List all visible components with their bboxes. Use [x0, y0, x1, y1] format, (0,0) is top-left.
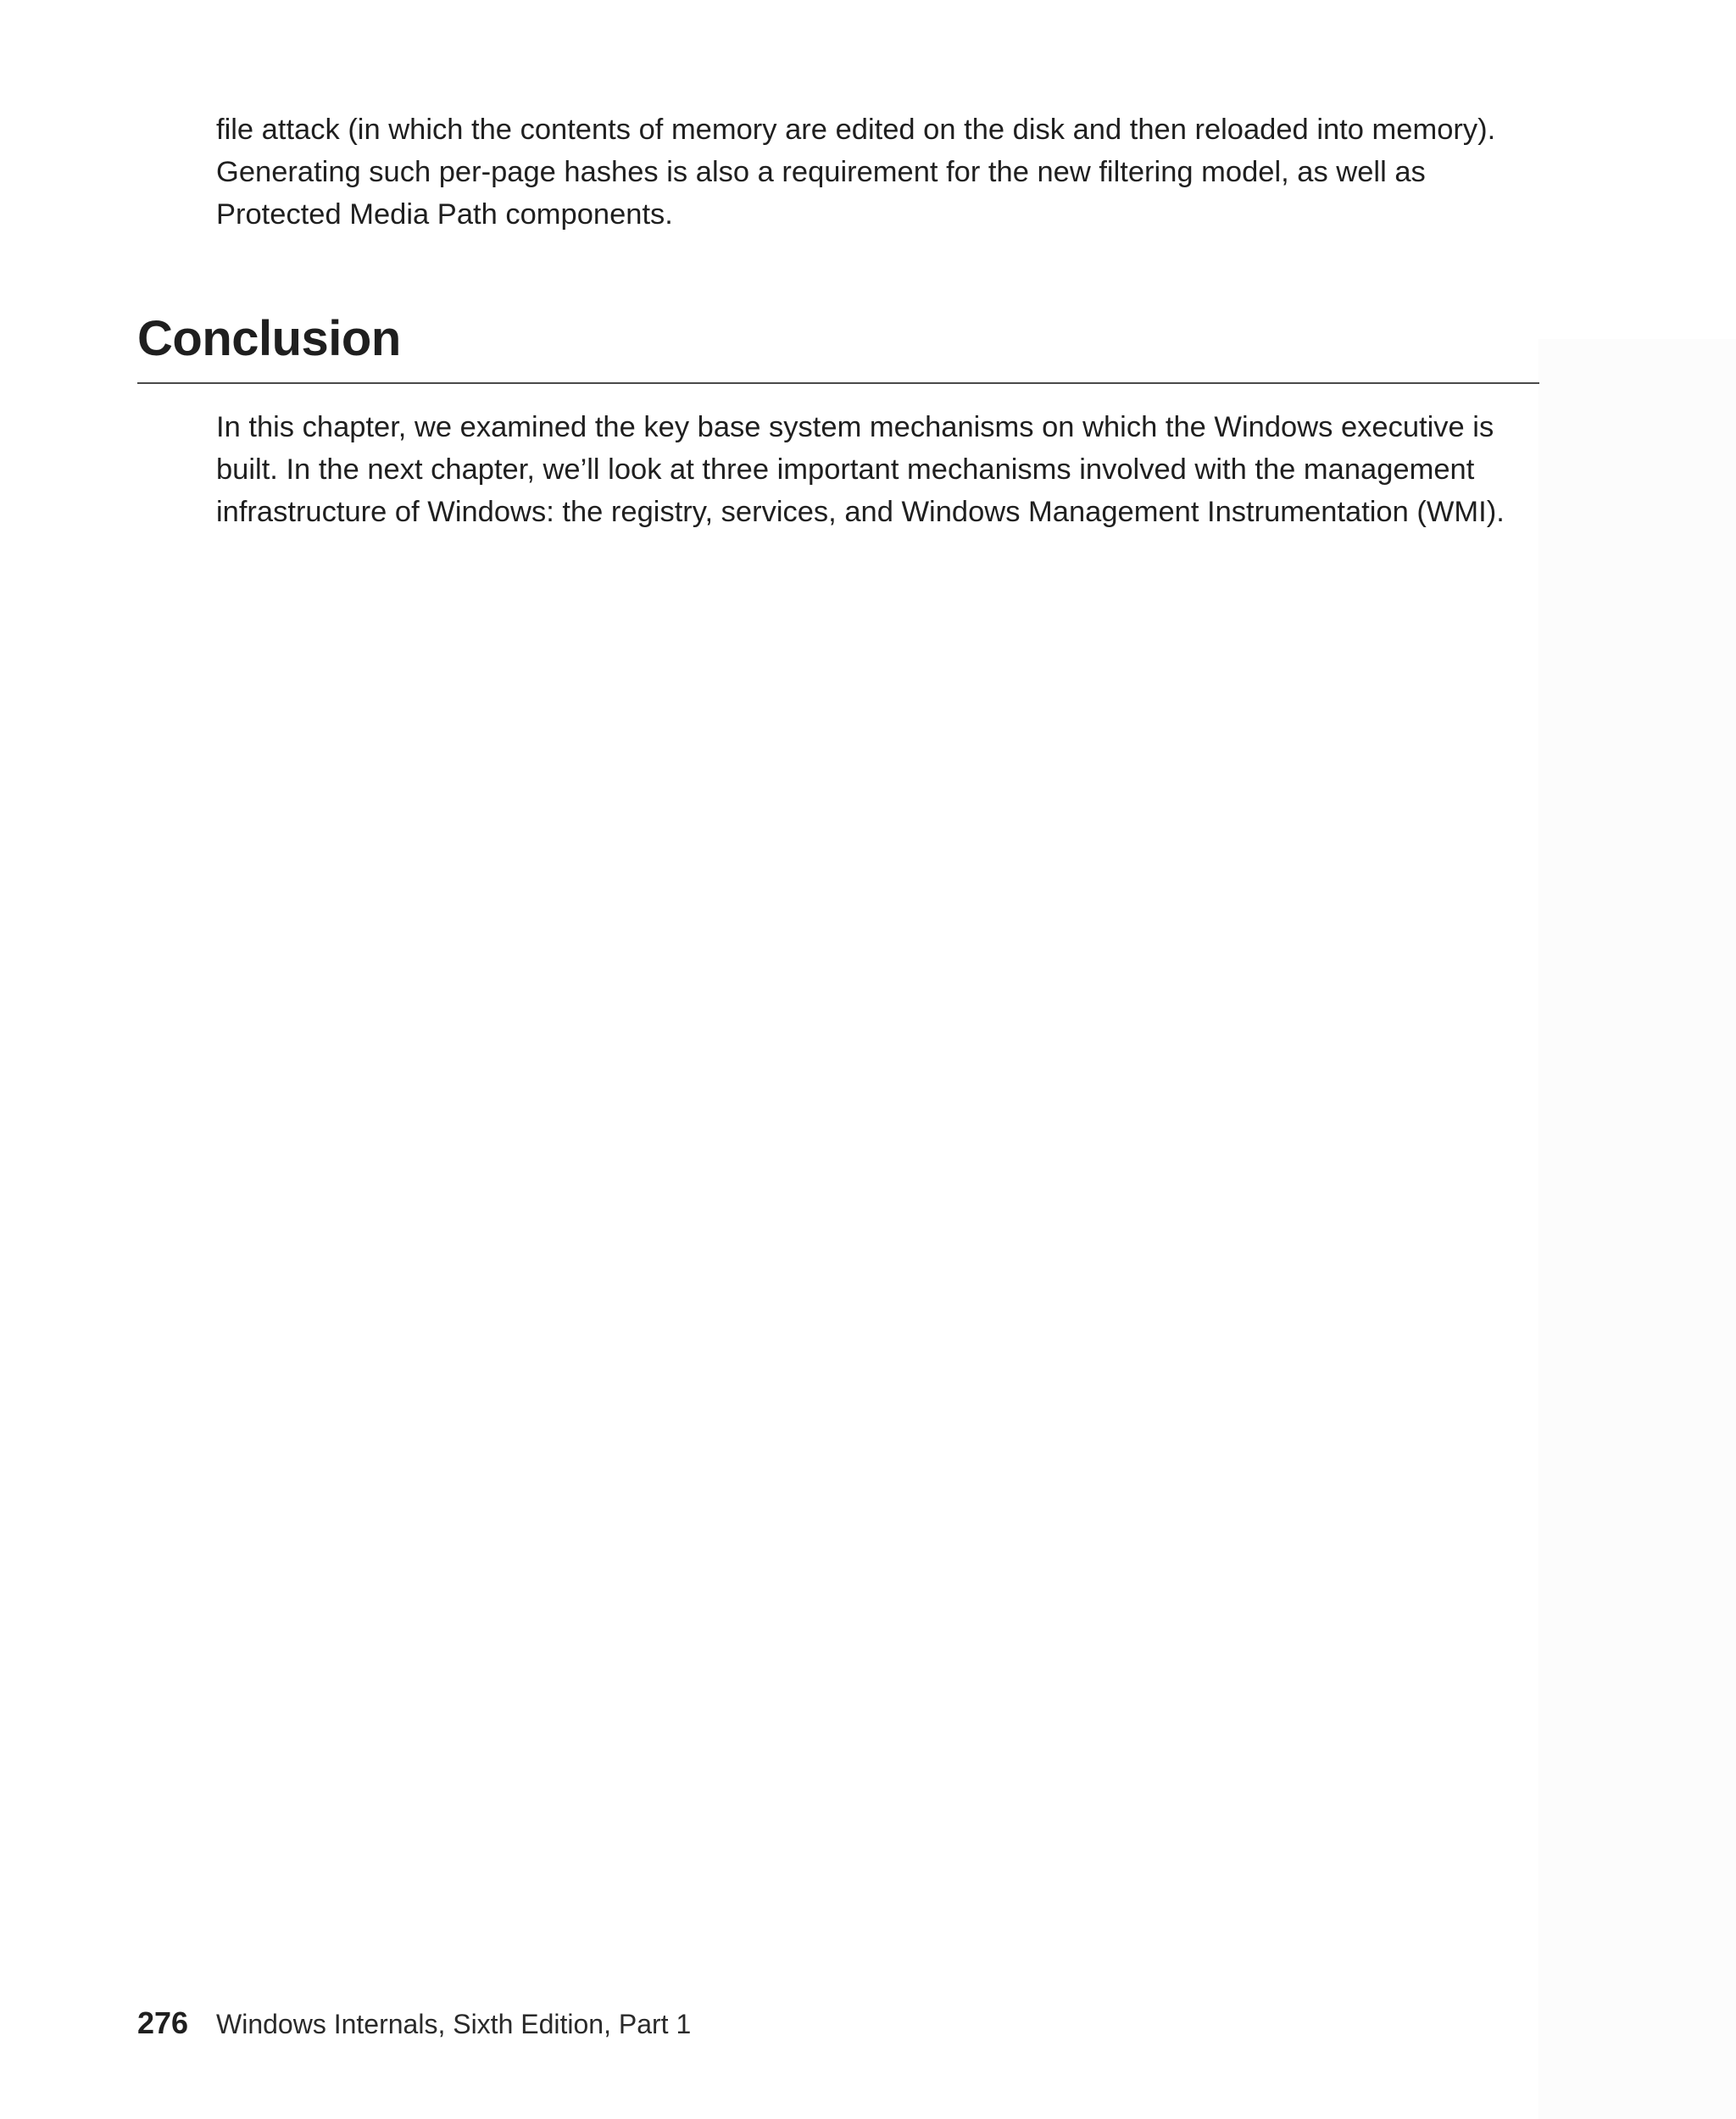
paragraph-line: In this chapter, we examined the key base system mechanisms on which the Windows executive is — [216, 411, 1494, 443]
heading-rule — [137, 382, 1539, 384]
intro-paragraph — [216, 108, 1572, 236]
conclusion-paragraph — [216, 406, 1572, 533]
paragraph-line: infrastructure of Windows: the registry, services, and Windows Management Instrumentation (WMI). — [216, 496, 1505, 528]
paragraph-line: file attack (in which the contents of memory are edited on the disk and then reloaded into memory). — [216, 114, 1496, 146]
paragraph-line: Protected Media Path components. — [216, 198, 673, 231]
scan-shade — [1538, 339, 1736, 2119]
page-number: 276 — [137, 2005, 189, 2040]
page-footer — [137, 2002, 691, 2044]
paragraph-line: Generating such per-page hashes is also a requirement for the new filtering model, as well as — [216, 156, 1426, 188]
section-heading: Conclusion — [137, 311, 401, 366]
paragraph-line: built. In the next chapter, we’ll look at three important mechanisms involved with the management — [216, 453, 1475, 486]
book-title: Windows Internals, Sixth Edition, Part 1 — [216, 2009, 692, 2039]
